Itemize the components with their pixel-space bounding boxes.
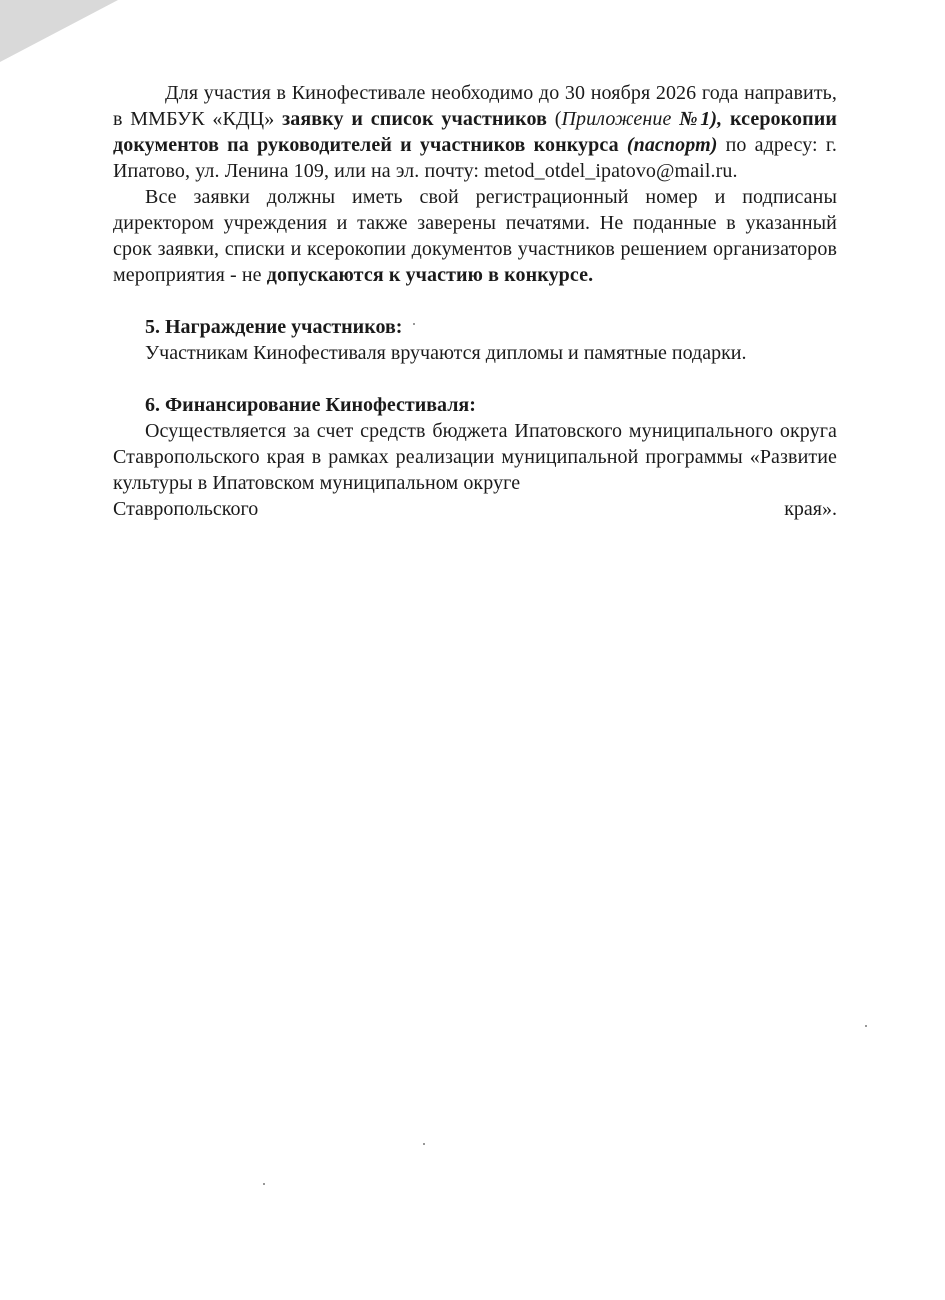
applications-paragraph [113,184,837,288]
participation-text-b: ( [547,108,562,130]
scan-speck [263,1183,265,1185]
section-6-heading: 6. Финансирование Кинофестиваля: [145,394,476,416]
participation-space-d [722,108,730,130]
document-page [113,80,837,522]
not-admitted-bold: допускаются к участию в конкурсе. [266,264,594,286]
scan-speck [865,1025,867,1027]
participation-text-f: по адресу: г. Ипатово, ул. Ленина 109, или на эл. почту: metod_otdel_ipatovo@mail.ru. [113,134,837,182]
applications-text-a: Все заявки должны иметь свой регистрационный номер и подписаны директором учреждения и также заверены печатями. Не поданные в указанный срок заявки, списки и ксерокопии документов участников решением организаторов мероприятия - не [113,186,837,286]
scan-speck [423,1143,425,1145]
spacer [113,288,837,314]
spacer [113,366,837,392]
scan-speck [413,323,415,325]
last-line-left: Ставропольского [113,498,259,520]
section-6-last-line [113,496,837,522]
application-list-bold: заявку и список участников [282,108,547,130]
document-copies-bold: ксерокопии документов па руководителей и участников конкурса [113,108,837,156]
participation-text-a: Для участия в Кинофестивале необходимо до 30 ноября 2026 года направить, в ММБУК «КДЦ» [113,82,837,130]
last-line-right: края». [784,498,837,520]
passport-italic: (паспорт) [626,134,718,156]
participation-space-e [619,134,627,156]
participation-paragraph [113,80,837,184]
appendix-number: №1), [679,108,723,130]
section-5-body: Участникам Кинофестиваля вручаются дипломы и памятные подарки. [145,342,747,364]
section-6-body: Осуществляется за счет средств бюджета Ипатовского муниципального округа Ставропольского края в рамках реализации муниципальной программы «Развитие культуры в Ипатовском муниципальном округе [113,420,837,494]
appendix-italic: Приложение [561,108,672,130]
scan-corner-fold [0,0,118,62]
section-5-heading: 5. Награждение участников: [145,316,403,338]
